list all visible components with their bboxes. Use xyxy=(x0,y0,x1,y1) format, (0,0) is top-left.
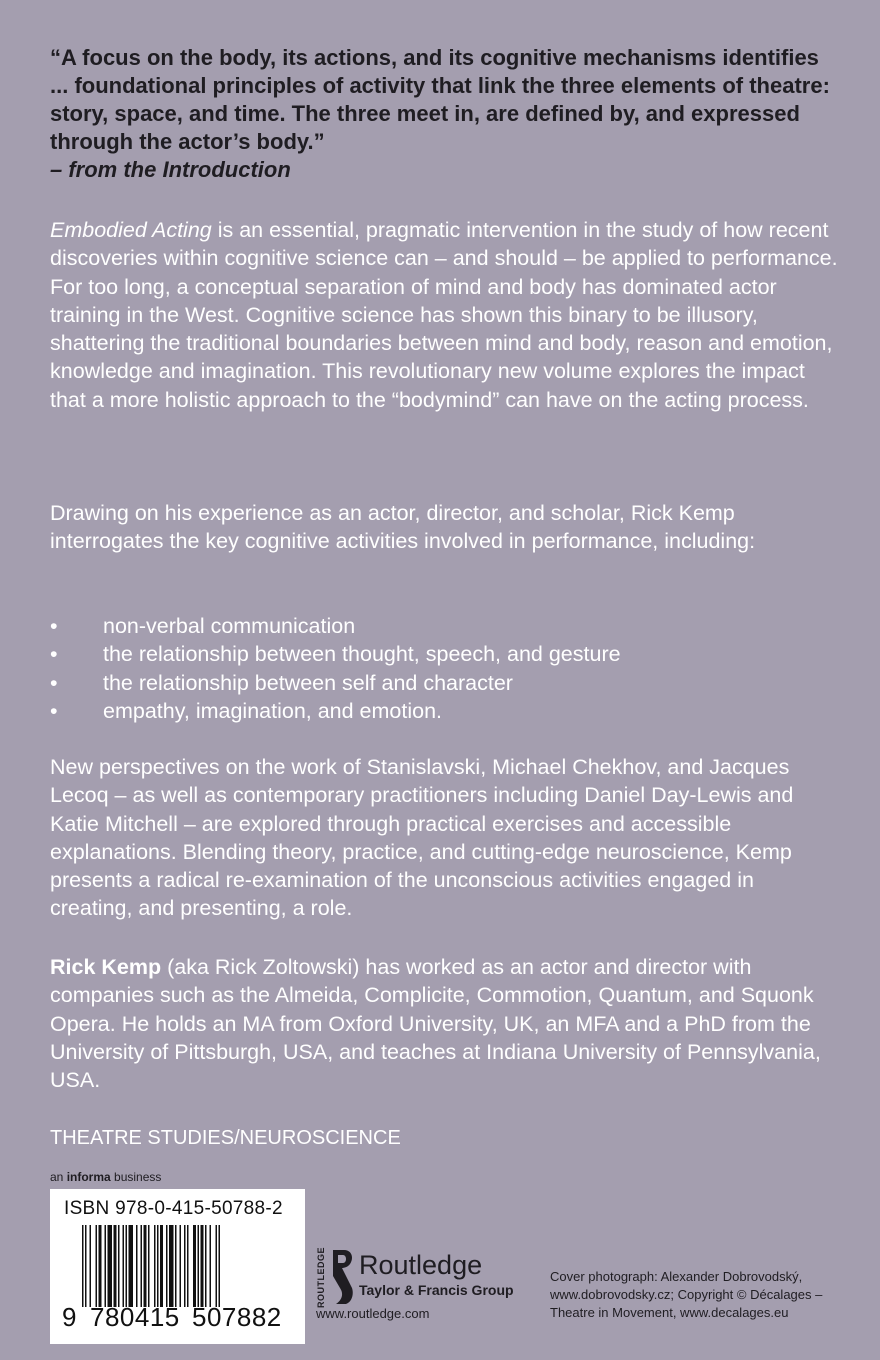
bullet-icon: • xyxy=(50,698,58,723)
barcode-bar xyxy=(141,1225,143,1307)
barcode-bar xyxy=(169,1225,174,1307)
list-item: • the relationship between self and character xyxy=(50,669,840,697)
intro-paragraph: Drawing on his experience as an actor, director, and scholar, Rick Kemp interrogates the key cognitive activities involved in performance, including: xyxy=(50,501,756,554)
barcode-bar xyxy=(96,1225,98,1307)
cover-credit: Cover photograph: Alexander Dobrovodský, www.dobrovodsky.cz; Copyright © Décalages – Theatre in Movement, www.decalages.eu xyxy=(550,1269,823,1320)
routledge-r-icon xyxy=(330,1248,356,1306)
barcode-bar xyxy=(166,1225,168,1307)
barcode-bar xyxy=(201,1225,204,1307)
barcode-bar xyxy=(114,1225,117,1307)
list-item: • the relationship between thought, speech, and gesture xyxy=(50,640,840,668)
bullet-icon: • xyxy=(50,642,58,667)
barcode-bar xyxy=(90,1225,92,1307)
barcode-bar xyxy=(136,1225,138,1307)
barcode-bar xyxy=(148,1225,150,1307)
description-text: is an essential, pragmatic intervention in the study of how recent discoveries within cognitive science can – and should – be applied to performance. For too long, a conceptual separation of mind and body has dominated actor training in the West. Cognitive science has shown this binary to be illusory, shattering the traditional boundaries between mind and body, reason and emotion, knowledge and imagination. This revolutionary new volume explores the impact that a more holistic approach to the “bodymind” can have on the acting process. xyxy=(50,218,838,412)
barcode-bars xyxy=(82,1225,277,1307)
list-item: • empathy, imagination, and emotion. xyxy=(50,697,840,725)
barcode-bar xyxy=(210,1225,212,1307)
description-paragraph xyxy=(50,216,840,414)
barcode-bar xyxy=(193,1225,196,1307)
routledge-vertical-mark: ROUTLEDGE xyxy=(316,1246,326,1308)
barcode-bar xyxy=(160,1225,163,1307)
blurb-quote xyxy=(50,44,840,184)
informa-tagline: an informa business xyxy=(50,1170,162,1184)
barcode-bar xyxy=(123,1225,125,1307)
barcode-bar xyxy=(85,1225,87,1307)
barcode-bar xyxy=(187,1225,189,1307)
bullet-icon: • xyxy=(50,614,58,638)
publisher-group: Taylor & Francis Group xyxy=(359,1282,514,1298)
barcode-bar xyxy=(118,1225,120,1307)
informa-brand: informa xyxy=(66,1170,111,1184)
barcode-bar xyxy=(216,1225,218,1307)
barcode-bar xyxy=(198,1225,200,1307)
barcode-bar xyxy=(180,1225,182,1307)
author-bio xyxy=(50,953,840,1094)
activities-list xyxy=(50,612,840,725)
barcode-bar xyxy=(175,1225,177,1307)
bullet-icon: • xyxy=(50,670,58,695)
barcode-bar xyxy=(157,1225,159,1307)
barcode-bar xyxy=(205,1225,207,1307)
barcode-bar xyxy=(99,1225,102,1307)
barcode-bar xyxy=(154,1225,156,1307)
barcode-bar xyxy=(184,1225,186,1307)
barcode-bar xyxy=(129,1225,134,1307)
book-title: Embodied Acting xyxy=(50,218,212,242)
barcode-bar xyxy=(126,1225,128,1307)
quote-text: “A focus on the body, its actions, and its cognitive mechanisms identifies ... foundational principles of activity that link the three elements of theatre: story, space, and time. The three meet in, are defined by, and expressed through the actor’s body.” xyxy=(50,45,830,154)
barcode-bar xyxy=(108,1225,113,1307)
barcode-bar xyxy=(82,1225,84,1307)
publisher-url[interactable]: www.routledge.com xyxy=(316,1306,430,1321)
isbn-barcode: ISBN 978-0-415-50788-2 9 780415 507882 xyxy=(50,1189,305,1344)
isbn-label: ISBN 978-0-415-50788-2 xyxy=(64,1198,283,1219)
barcode-bar xyxy=(144,1225,147,1307)
barcode-bar xyxy=(219,1225,221,1307)
author-name: Rick Kemp xyxy=(50,955,162,979)
list-item: • non-verbal communication xyxy=(50,612,840,640)
publisher-name: Routledge xyxy=(359,1250,483,1280)
author-bio-text: (aka Rick Zoltowski) has worked as an actor and director with companies such as the Almeida, Complicite, Commotion, Quantum, and Squonk Opera. He holds an MA from Oxford University, UK, an MFA and a PhD from the University of Pittsburgh, USA, and teaches at Indiana University of Pennsylvania, USA. xyxy=(50,955,821,1093)
barcode-bar xyxy=(105,1225,107,1307)
perspectives-paragraph: New perspectives on the work of Stanislavski, Michael Chekhov, and Jacques Lecoq – as well as contemporary practitioners including Daniel Day-Lewis and Katie Mitchell – are explored through practical exercises and accessible explanations. Blending theory, practice, and cutting-edge neuroscience, Kemp presents a radical re-examination of the unconscious activities engaged in creating, and presenting, a role. xyxy=(50,755,794,921)
quote-source: – from the Introduction xyxy=(50,157,291,182)
subject-category: THEATRE STUDIES/NEUROSCIENCE xyxy=(50,1127,401,1149)
